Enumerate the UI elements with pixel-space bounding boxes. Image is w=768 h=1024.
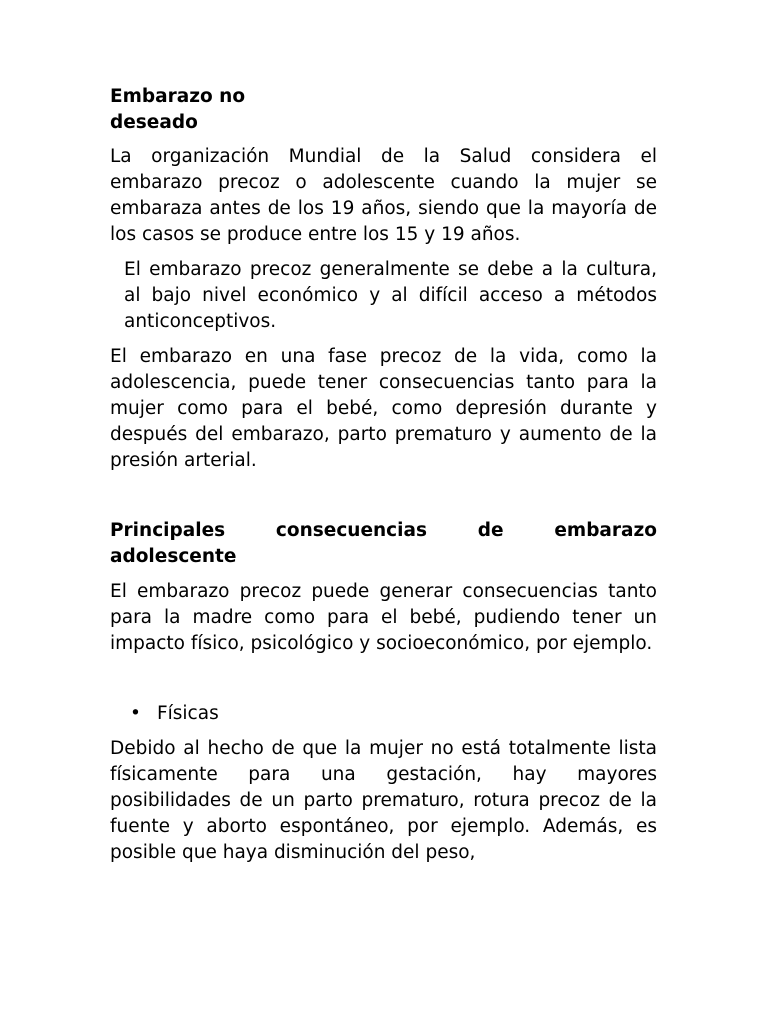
paragraph-1: La organización Mundial de la Salud considera el embarazo precoz o adolescente cuando la mujer se embaraza antes de los 19 años, siendo que la mayoría de los casos se produce entre los 15 y 19 años. [110,146,657,245]
title-line-2: deseado [110,112,198,133]
section-heading [110,518,657,570]
section-paragraph: El embarazo precoz puede generar consecuencias tanto para la madre como para el bebé, pudiendo tener un impacto físico, psicológico y socioeconómico, por ejemplo. [110,581,657,654]
section-heading-line-1: Principales consecuencias de embarazo [110,520,657,541]
paragraph-2: El embarazo precoz generalmente se debe a la cultura, al bajo nivel económico y al difícil acceso a métodos anticonceptivos. [124,259,657,332]
list-item [130,701,657,727]
bullet-marker: • [130,703,141,724]
document-page [110,84,657,875]
bullet-label: Físicas [157,703,219,724]
bullet-list [110,701,657,727]
title-line-1: Embarazo no [110,86,246,107]
document-title [110,84,657,136]
bullet-paragraph: Debido al hecho de que la mujer no está totalmente lista físicamente para una gestación, hay mayores posibilidades de un parto prematuro, rotura precoz de la fuente y aborto espontáneo, por ejemplo. Además, es posible que haya disminución del peso, [110,738,657,863]
paragraph-3: El embarazo en una fase precoz de la vida, como la adolescencia, puede tener consecuencias tanto para la mujer como para el bebé, como depresión durante y después del embarazo, parto prematuro y aumento de la presión arterial. [110,346,657,471]
section-heading-line-2: adolescente [110,546,237,567]
